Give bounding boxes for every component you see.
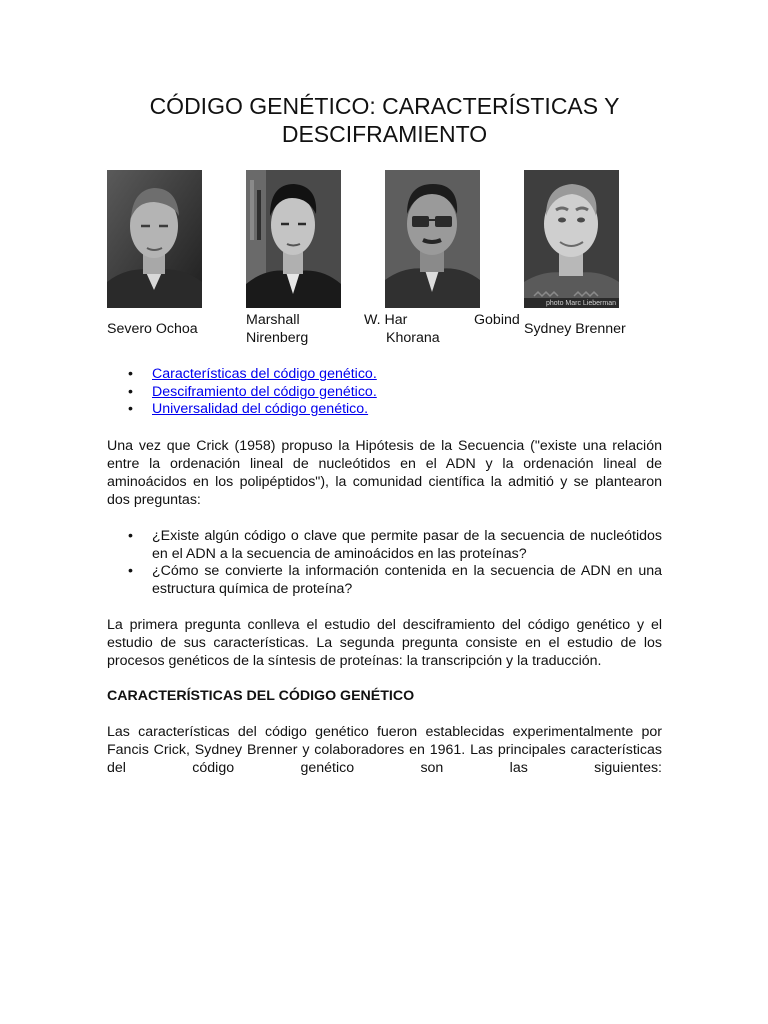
toc-item (107, 366, 662, 384)
caption-gobind: Gobind (474, 312, 520, 328)
questions-list (107, 528, 662, 598)
caption-sydney-brenner: Sydney Brenner (524, 321, 626, 337)
toc-item (107, 401, 662, 419)
toc-link-desciframiento[interactable]: Desciframiento del código genético. (152, 383, 377, 400)
question-item: • ¿Existe algún código o clave que permite pasar de la secuencia de nucleótidos en el ADN a la secuencia de aminoácidos en las proteínas? (107, 528, 662, 563)
caption-severo-ochoa: Severo Ochoa (107, 321, 198, 337)
question-item: • ¿Cómo se convierte la información contenida en la secuencia de ADN en una estructura química de proteína? (107, 563, 662, 598)
portrait-sydney-brenner (524, 170, 619, 308)
toc-link-universalidad[interactable]: Universalidad del código genético. (152, 401, 369, 417)
paragraph-hipotesis: Una vez que Crick (1958) propuso la Hipótesis de la Secuencia ("existe una relación entre la ordenación lineal de nucleótidos en el ADN y la ordenación lineal de aminoácidos en los polipéptidos"), la comunidad científica la admitió y se plantearon dos preguntas: (107, 438, 662, 508)
paragraph-caracteristicas: Las características del código genético fueron establecidas experimentalmente por Fancis Crick, Sydney Brenner y colaboradores en 1961. Las principales características del código genético son las siguientes: (107, 724, 662, 776)
portrait-marshall-nirenberg (246, 170, 341, 308)
portrait-har-gobind-khorana (385, 170, 480, 308)
toc-list (107, 366, 662, 419)
section-heading: CARACTERÍSTICAS DEL CÓDIGO GENÉTICO (107, 688, 415, 704)
caption-w-har: W. Har (364, 312, 408, 328)
caption-nirenberg: Nirenberg (246, 330, 309, 346)
photo-credit: photo Marc Lieberman (545, 300, 616, 307)
paragraph-preguntas: La primera pregunta conlleva el estudio del desciframiento del código genético y el estudio de sus características. La segunda pregunta consiste en el estudio de los procesos genéticos de la síntesis de proteínas: la transcripción y la traducción. (107, 617, 662, 669)
page-title: CÓDIGO GENÉTICO: CARACTERÍSTICAS Y DESCIFRAMIENTO (149, 93, 620, 147)
caption-marshall: Marshall (246, 312, 300, 328)
portrait-severo-ochoa (107, 170, 202, 308)
toc-item (107, 384, 662, 402)
caption-khorana: Khorana (386, 330, 440, 346)
toc-link-caracteristicas[interactable]: Características del código genético. (152, 366, 377, 382)
